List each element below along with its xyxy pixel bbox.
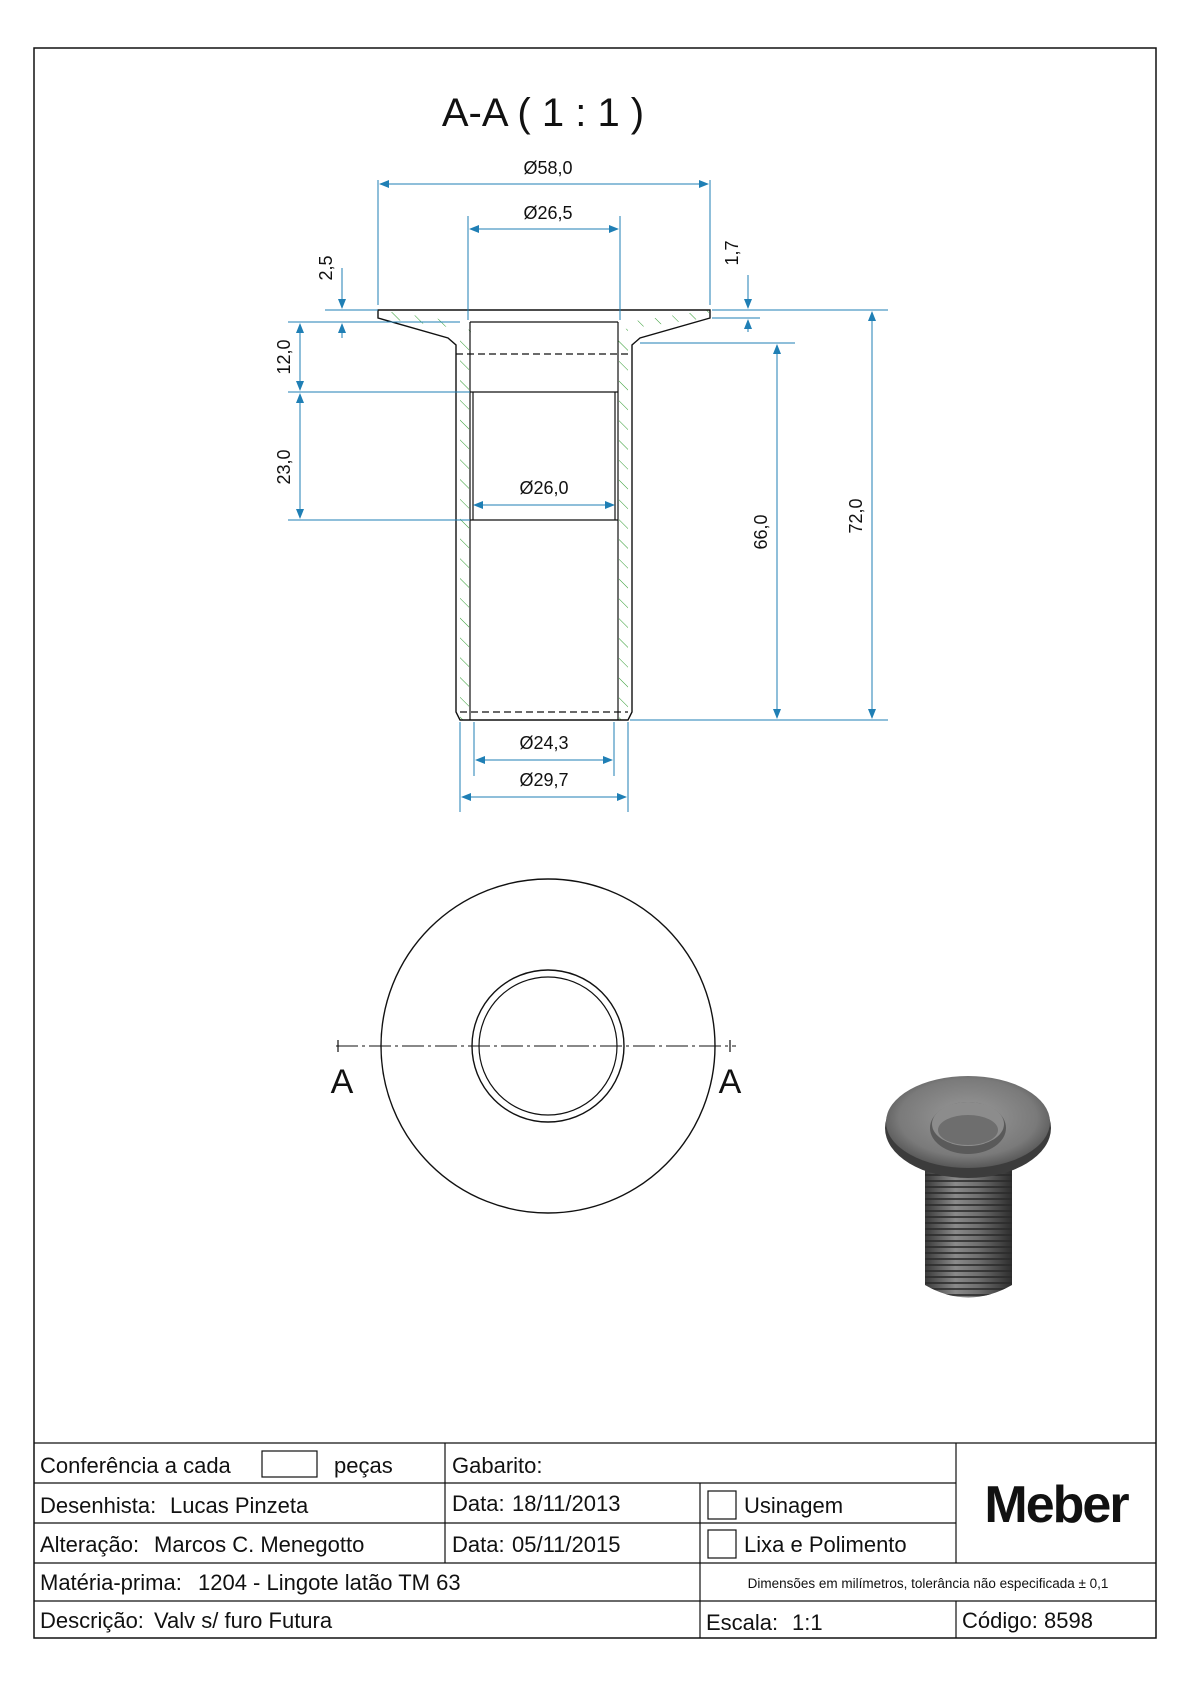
company-logo: Meber — [984, 1476, 1128, 1534]
date1-value: 18/11/2013 — [512, 1491, 621, 1516]
dim-thread-length: 66,0 — [751, 514, 771, 550]
drafter-label: Desenhista: — [40, 1493, 157, 1518]
dim-upper-depth: 12,0 — [274, 339, 294, 375]
revision-value: Marcos C. Menegotto — [154, 1532, 365, 1557]
section-label-left: A — [330, 1063, 354, 1101]
drafter-value: Lucas Pinzeta — [170, 1493, 309, 1518]
template-label: Gabarito: — [452, 1453, 543, 1478]
material-value: 1204 - Lingote latão TM 63 — [198, 1570, 461, 1595]
date2-label: Data: — [452, 1532, 505, 1557]
description-label: Descrição: — [40, 1608, 144, 1633]
material-label: Matéria-prima: — [40, 1570, 182, 1595]
section-label-right: A — [718, 1063, 742, 1101]
dim-flange-thickness: 2,5 — [316, 255, 336, 281]
revision-label: Alteração: — [40, 1532, 140, 1557]
code-label: Código: — [962, 1608, 1038, 1633]
dim-outer-diameter: Ø29,7 — [519, 770, 569, 790]
op2-label: Lixa e Polimento — [744, 1532, 907, 1557]
sheet-border — [34, 48, 1156, 1638]
view-title: A-A ( 1 : 1 ) — [441, 91, 645, 135]
op1-label: Usinagem — [744, 1493, 844, 1518]
dim-total-length: 72,0 — [846, 498, 866, 534]
dim-bore-diameter: Ø26,0 — [519, 478, 569, 498]
scale-label: Escala: — [706, 1610, 779, 1635]
dimension-lines — [288, 180, 888, 812]
date2-value: 05/11/2015 — [512, 1532, 621, 1557]
date1-label: Data: — [452, 1491, 505, 1516]
dim-top-inner-diameter: Ø26,5 — [523, 203, 573, 223]
dim-mid-depth: 23,0 — [274, 449, 294, 485]
scale-value: 1:1 — [792, 1610, 823, 1635]
top-view — [336, 879, 736, 1213]
section-view — [378, 310, 710, 720]
tolerance-note: Dimensões em milímetros, tolerância não especificada ± 0,1 — [747, 1576, 1109, 1591]
dim-bottom-inner-diameter: Ø24,3 — [519, 733, 569, 753]
pieces-label: peças — [334, 1453, 393, 1478]
check-label: Conferência a cada — [40, 1453, 231, 1478]
dim-flange-diameter: Ø58,0 — [523, 158, 573, 178]
description-value: Valv s/ furo Futura — [154, 1608, 333, 1633]
part-3d-render — [885, 1076, 1051, 1298]
dim-flange-lip: 1,7 — [722, 240, 742, 266]
code-value: 8598 — [1044, 1608, 1093, 1633]
